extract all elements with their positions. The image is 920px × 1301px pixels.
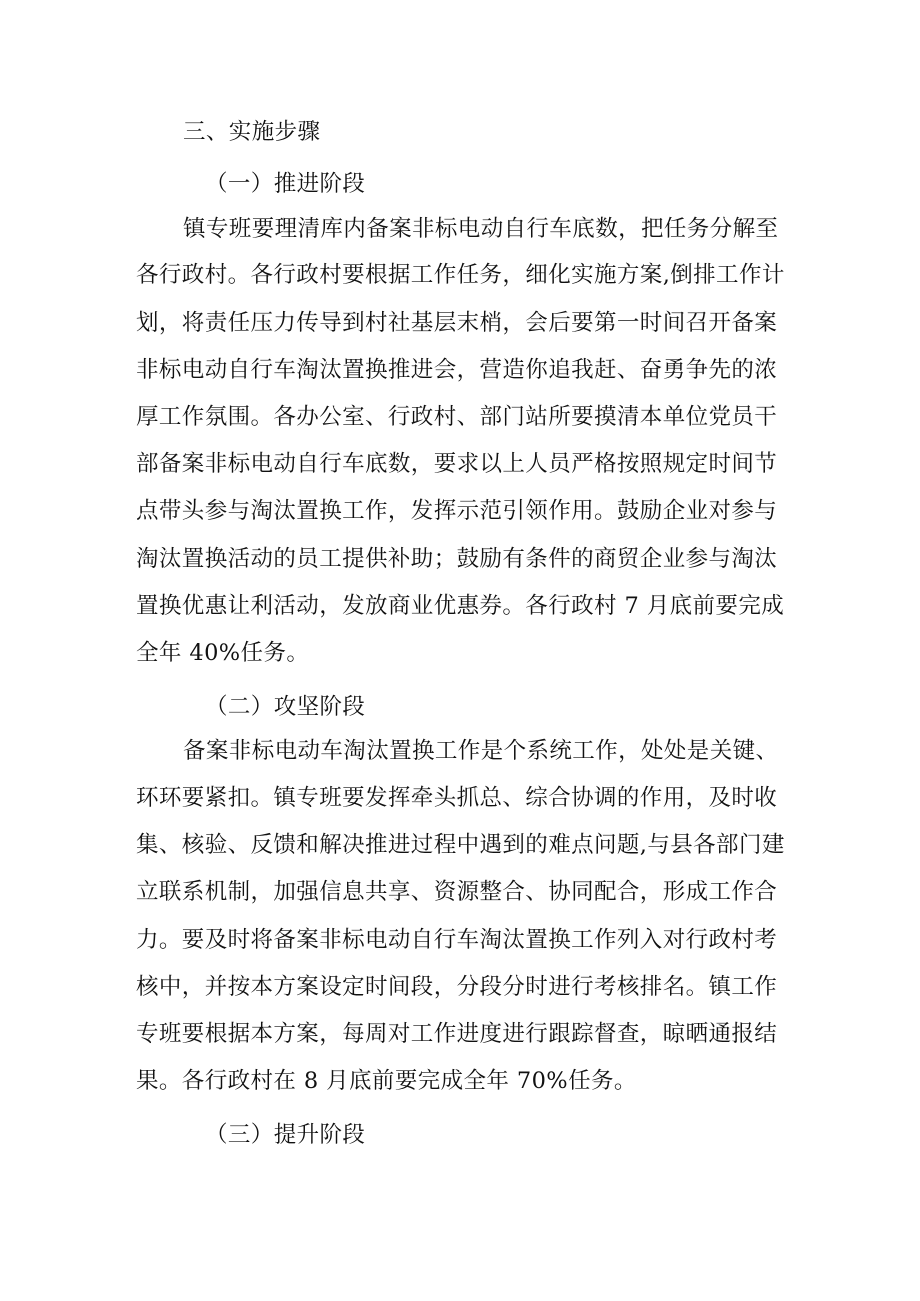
stage1-line: 镇专班要理清库内备案非标电动自行车底数，把任务分解至	[183, 216, 779, 242]
stage1-line: 厚工作氛围。各办公室、行政村、部门站所要摸清本单位党员干	[136, 404, 778, 430]
stage1-line: 置换优惠让利活动，发放商业优惠券。各行政村 7 月底前要完成	[136, 593, 785, 619]
stage2-line: 果。各行政村在 8 月底前要完成全年 70%任务。	[136, 1068, 637, 1094]
stage3-heading: （三）提升阶段	[205, 1122, 366, 1148]
section-heading: 三、实施步骤	[183, 119, 321, 145]
stage1-line: 点带头参与淘汰置换工作，发挥示范引领作用。鼓励企业对参与	[136, 498, 778, 524]
stage1-line: 划，将责任压力传导到村社基层末梢，会后要第一时间召开备案	[136, 310, 778, 336]
stage1-heading: （一）推进阶段	[205, 171, 366, 197]
stage2-line: 立联系机制，加强信息共享、资源整合、协同配合，形成工作合	[136, 879, 778, 905]
stage1-line: 淘汰置换活动的员工提供补助；鼓励有条件的商贸企业参与淘汰	[136, 546, 778, 572]
stage2-line: 集、核验、反馈和解决推进过程中遇到的难点问题,与县各部门建	[136, 832, 785, 858]
stage1-line: 部备案非标电动自行车底数，要求以上人员严格按照规定时间节	[136, 451, 778, 477]
stage2-line: 备案非标电动车淘汰置换工作是个系统工作，处处是关键、	[183, 738, 779, 764]
stage2-heading: （二）攻坚阶段	[205, 694, 366, 720]
stage2-line: 环环要紧扣。镇专班要发挥牵头抓总、综合协调的作用，及时收	[136, 785, 778, 811]
stage1-line: 非标电动自行车淘汰置换推进会，营造你追我赶、奋勇争先的浓	[136, 357, 778, 383]
stage1-line: 各行政村。各行政村要根据工作任务，细化实施方案,倒排工作计	[136, 262, 785, 288]
stage2-line: 专班要根据本方案，每周对工作进度进行跟踪督查，晾晒通报结	[136, 1021, 778, 1047]
stage2-line: 核中，并按本方案设定时间段，分段分时进行考核排名。镇工作	[136, 974, 778, 1000]
stage1-line: 全年 40%任务。	[136, 640, 310, 666]
stage2-line: 力。要及时将备案非标电动自行车淘汰置换工作列入对行政村考	[136, 927, 778, 953]
